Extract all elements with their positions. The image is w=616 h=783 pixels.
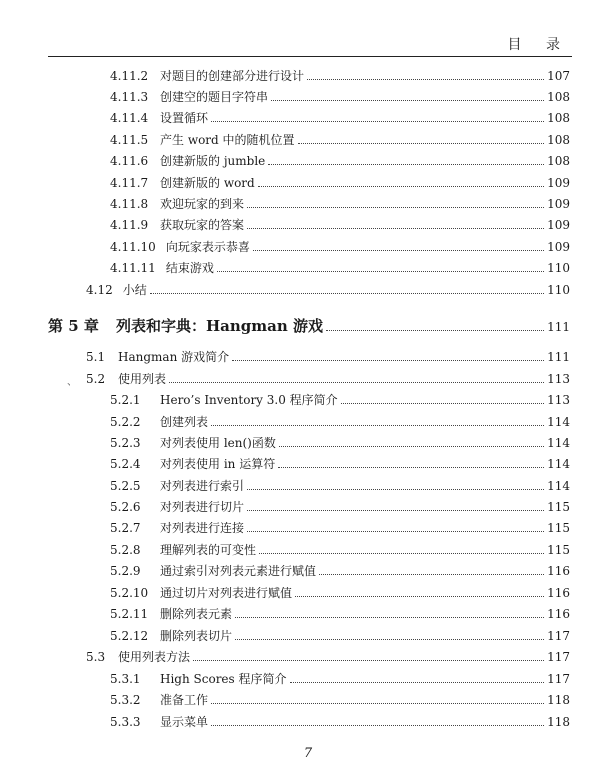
header-divider <box>48 56 572 57</box>
toc-leader-dots <box>247 501 544 511</box>
toc-leader-dots <box>247 219 544 229</box>
toc-entry-number: 5.2 <box>86 372 106 386</box>
toc-leader-dots <box>211 716 544 726</box>
toc-entry[interactable] <box>110 479 570 494</box>
toc-leader-dots <box>211 694 544 704</box>
toc-entry-number: 4.11.9 <box>110 218 149 232</box>
toc-entry-number: 5.2.4 <box>110 457 141 471</box>
toc-entry[interactable] <box>110 672 570 687</box>
toc-entry-number: 4.12 <box>86 283 113 297</box>
toc-entry[interactable] <box>86 650 570 665</box>
toc-entry-title: 删除列表元素 <box>160 607 233 621</box>
toc-entry[interactable] <box>110 218 570 233</box>
toc-entry-title: 结束游戏 <box>165 261 214 275</box>
toc-entry-number: 4.11.8 <box>110 197 149 211</box>
toc-entry-page: 117 <box>547 629 570 643</box>
toc-entry-title: 向玩家表示恭喜 <box>165 240 250 254</box>
toc-leader-dots <box>232 351 544 361</box>
toc-entry[interactable] <box>110 415 570 430</box>
toc-entry-number: 5.2.5 <box>110 479 141 493</box>
toc-entry[interactable] <box>110 261 570 276</box>
toc-entry-page: 111 <box>547 320 570 334</box>
toc-entry[interactable] <box>110 586 570 601</box>
toc-entry[interactable] <box>110 693 570 708</box>
toc-entry-number: 第 5 章 <box>48 317 99 335</box>
toc-entry-title: 对题目的创建部分进行设计 <box>160 69 305 83</box>
toc-entry-number: 5.2.1 <box>110 393 141 407</box>
toc-entry-number: 4.11.4 <box>110 111 149 125</box>
toc-entry[interactable] <box>110 176 570 191</box>
toc-entry-number: 5.2.2 <box>110 415 141 429</box>
toc-entry[interactable] <box>86 283 570 298</box>
toc-entry-page: 114 <box>547 457 570 471</box>
toc-entry-page: 109 <box>547 197 570 211</box>
toc-leader-dots <box>193 651 544 661</box>
toc-entry-title: 准备工作 <box>160 693 209 707</box>
toc-entry-title: 获取玩家的答案 <box>160 218 245 232</box>
toc-entry-number: 4.11.5 <box>110 133 149 147</box>
toc-entry-page: 107 <box>547 69 570 83</box>
toc-entry-title: 对列表进行连接 <box>160 521 245 535</box>
toc-entry-title: 删除列表切片 <box>160 629 233 643</box>
toc-entry-title: 使用列表方法 <box>118 650 191 664</box>
toc-entry-number: 4.11.6 <box>110 154 149 168</box>
page-header-title: 目 录 <box>507 37 570 53</box>
toc-entry-title: 设置循环 <box>160 111 209 125</box>
toc-leader-dots <box>268 155 544 165</box>
toc-entry-page: 108 <box>547 111 570 125</box>
toc-entry-page: 114 <box>547 436 570 450</box>
toc-entry[interactable] <box>110 90 570 105</box>
toc-entry-title: 对列表进行索引 <box>160 479 245 493</box>
toc-leader-dots <box>259 544 544 554</box>
toc-entry-page: 113 <box>547 393 570 407</box>
toc-entry-title: 通过索引对列表元素进行赋值 <box>160 564 317 578</box>
toc-entry[interactable] <box>110 436 570 451</box>
toc-entry-title: High Scores 程序简介 <box>160 672 287 686</box>
toc-leader-dots <box>235 630 544 640</box>
toc-entry-number: 5.2.11 <box>110 607 149 621</box>
toc-leader-dots <box>247 198 544 208</box>
toc-entry-number: 4.11.7 <box>110 176 149 190</box>
toc-entry-page: 108 <box>547 133 570 147</box>
toc-entry[interactable] <box>110 240 570 255</box>
toc-entry[interactable] <box>110 133 570 148</box>
toc-entry-number: 4.11.11 <box>110 261 156 275</box>
toc-entry-page: 115 <box>547 500 570 514</box>
toc-entry-title: 对列表进行切片 <box>160 500 245 514</box>
toc-entry-title: 创建新版的 word <box>160 176 255 190</box>
toc-entry-page: 117 <box>547 672 570 686</box>
toc-entry[interactable] <box>110 629 570 644</box>
toc-entry[interactable] <box>110 564 570 579</box>
toc-entry-title: 创建新版的 jumble <box>160 154 266 168</box>
toc-entry[interactable] <box>110 715 570 730</box>
toc-leader-dots <box>150 284 544 294</box>
toc-leader-dots <box>247 522 544 532</box>
toc-entry-title: 创建列表 <box>160 415 209 429</box>
toc-entry[interactable] <box>86 350 570 365</box>
toc-entry-page: 108 <box>547 154 570 168</box>
toc-entry-number: 5.3.1 <box>110 672 141 686</box>
toc-entry-number: 4.11.10 <box>110 240 156 254</box>
toc-entry-page: 116 <box>547 607 570 621</box>
toc-entry-number: 5.2.7 <box>110 521 141 535</box>
toc-entry-page: 115 <box>547 521 570 535</box>
toc-entry-page: 111 <box>547 350 570 364</box>
toc-entry-page: 109 <box>547 240 570 254</box>
toc-leader-dots <box>279 437 544 447</box>
toc-entry-page: 113 <box>547 372 570 386</box>
toc-leader-dots <box>341 394 544 404</box>
toc-entry-number: 5.2.8 <box>110 543 141 557</box>
toc-entry-page: 116 <box>547 586 570 600</box>
toc-entry-number: 4.11.2 <box>110 69 149 83</box>
toc-entry-page: 115 <box>547 543 570 557</box>
toc-entry-title: 创建空的题目字符串 <box>160 90 269 104</box>
toc-leader-dots <box>278 458 544 468</box>
toc-entry-title: 显示菜单 <box>160 715 209 729</box>
toc-entry-title: 小结 <box>122 283 147 297</box>
toc-entry-page: 110 <box>547 283 570 297</box>
toc-leader-dots <box>298 134 545 144</box>
toc-entry-title: 理解列表的可变性 <box>160 543 257 557</box>
toc-entry-number: 5.3.3 <box>110 715 141 729</box>
toc-entry-page: 118 <box>547 693 570 707</box>
toc-leader-dots <box>258 177 544 187</box>
toc-entry-number: 5.1 <box>86 350 106 364</box>
toc-entry-number: 5.3 <box>86 650 106 664</box>
toc-entry-number: 5.2.6 <box>110 500 141 514</box>
toc-entry-title: 产生 word 中的随机位置 <box>160 133 295 147</box>
toc-entry[interactable] <box>110 69 570 84</box>
toc-leader-dots <box>319 565 544 575</box>
toc-leader-dots <box>211 112 544 122</box>
stray-mark: 、 <box>67 377 77 388</box>
toc-entry-title: 对列表使用 len()函数 <box>160 436 276 450</box>
toc-entry[interactable] <box>110 154 570 169</box>
toc-entry[interactable] <box>110 393 570 408</box>
toc-entry-page: 116 <box>547 564 570 578</box>
toc-leader-dots <box>290 673 545 683</box>
toc-entry-number: 4.11.3 <box>110 90 149 104</box>
toc-entry-page: 114 <box>547 415 570 429</box>
toc-entry-title: 通过切片对列表进行赋值 <box>160 586 293 600</box>
toc-entry[interactable] <box>110 197 570 212</box>
toc-entry[interactable] <box>110 607 570 622</box>
toc-leader-dots <box>253 241 544 251</box>
toc-entry-title: Hero’s Inventory 3.0 程序简介 <box>160 393 338 407</box>
toc-leader-dots <box>271 91 544 101</box>
toc-entry-number: 5.3.2 <box>110 693 141 707</box>
toc-leader-dots <box>326 321 544 331</box>
toc-entry-title: Hangman 游戏简介 <box>118 350 230 364</box>
toc-entry-page: 114 <box>547 479 570 493</box>
toc-entry-title: 使用列表 <box>118 372 167 386</box>
toc-entry[interactable] <box>110 543 570 558</box>
toc-entry-page: 118 <box>547 715 570 729</box>
toc-leader-dots <box>235 608 544 618</box>
page-number: 7 <box>303 746 313 761</box>
toc-entry-page: 109 <box>547 218 570 232</box>
toc-leader-dots <box>217 262 544 272</box>
toc-entry[interactable] <box>48 317 570 336</box>
toc-entry[interactable] <box>110 111 570 126</box>
toc-entry-number: 5.2.10 <box>110 586 149 600</box>
toc-entry-page: 110 <box>547 261 570 275</box>
toc-entry-page: 109 <box>547 176 570 190</box>
toc-entry-page: 108 <box>547 90 570 104</box>
toc-leader-dots <box>211 416 544 426</box>
toc-entry-number: 5.2.9 <box>110 564 141 578</box>
toc-leader-dots <box>307 70 544 80</box>
toc-leader-dots <box>295 587 544 597</box>
toc-entry-title: 欢迎玩家的到来 <box>160 197 245 211</box>
toc-entry[interactable] <box>110 500 570 515</box>
toc-entry[interactable] <box>110 521 570 536</box>
toc-leader-dots <box>169 373 544 383</box>
toc-entry-number: 5.2.12 <box>110 629 149 643</box>
toc-leader-dots <box>247 480 544 490</box>
toc-entry[interactable] <box>86 372 570 387</box>
toc-entry[interactable] <box>110 457 570 472</box>
toc-entry-number: 5.2.3 <box>110 436 141 450</box>
toc-entry-title: 列表和字典：Hangman 游戏 <box>116 317 324 335</box>
toc-entry-page: 117 <box>547 650 570 664</box>
toc-entry-title: 对列表使用 in 运算符 <box>160 457 276 471</box>
